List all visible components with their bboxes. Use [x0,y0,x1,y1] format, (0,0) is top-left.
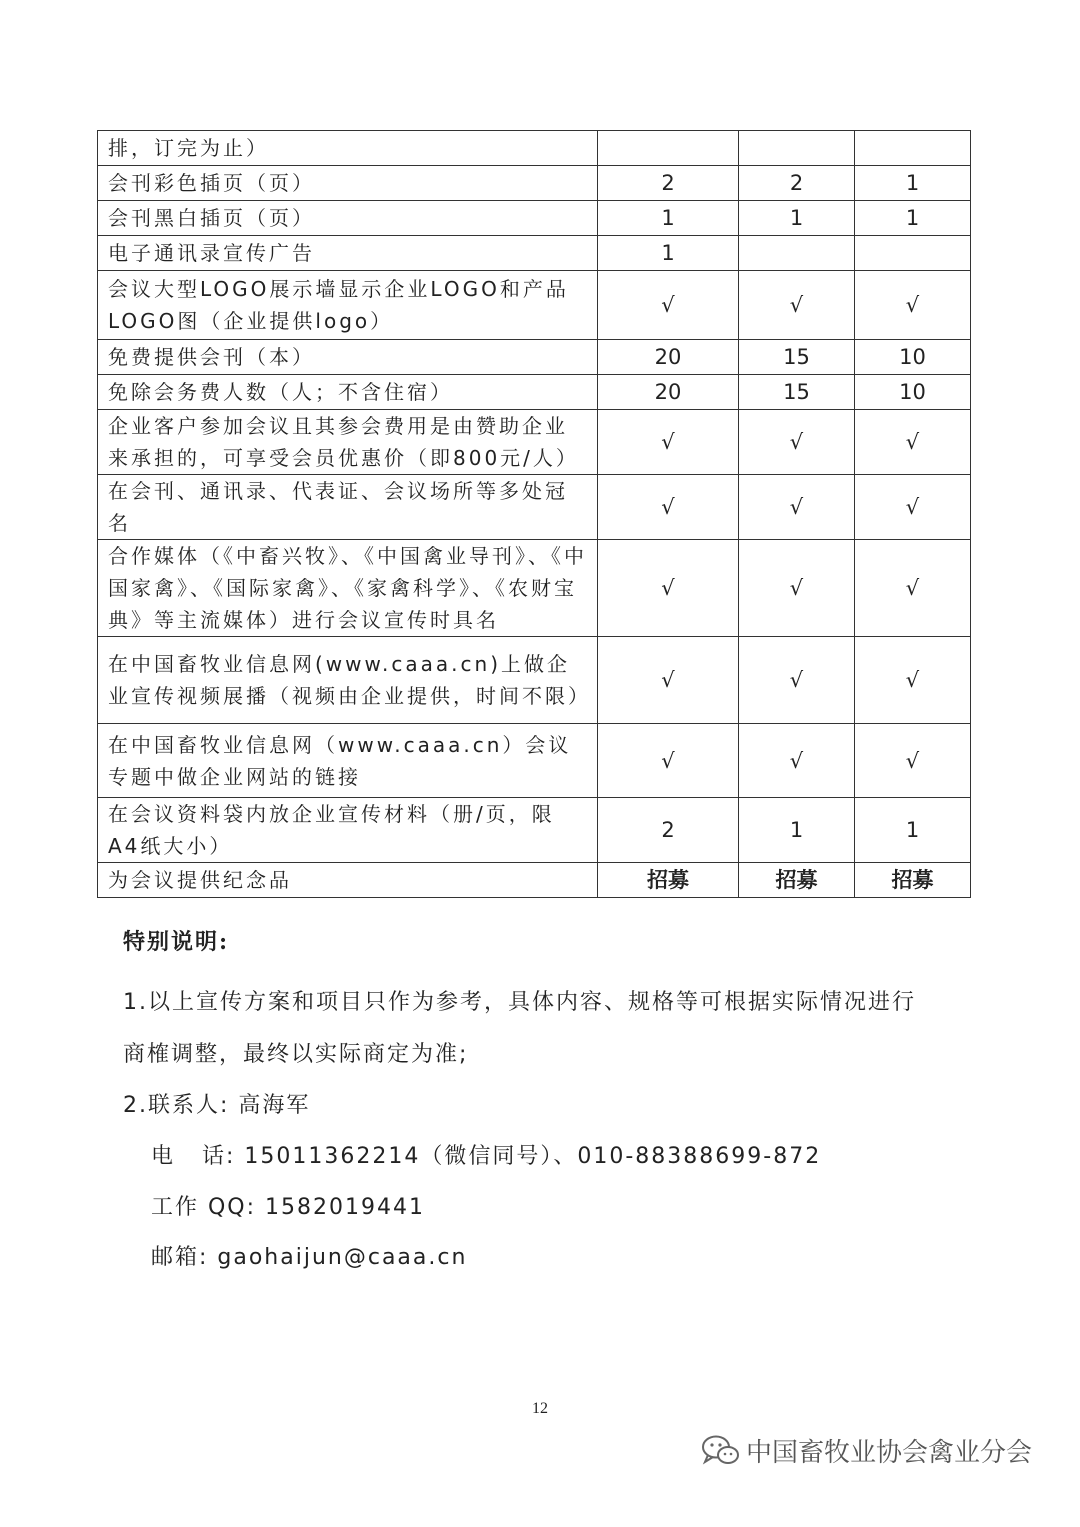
row-label: 免费提供会刊（本） [98,340,598,375]
check-mark: √ [598,475,739,540]
table-row [98,166,971,201]
table-row [98,271,971,340]
check-mark: √ [739,724,855,798]
cell [855,131,971,166]
table-row [98,637,971,724]
note-item-1-continued: 商榷调整，最终以实际商定为准; [123,1042,469,1067]
cell: 1 [855,201,971,236]
cell: 1 [598,236,739,271]
cell: 20 [598,340,739,375]
table-row [98,475,971,540]
table-row [98,340,971,375]
table-row [98,236,971,271]
cell: 招募 [739,863,855,898]
cell: 20 [598,375,739,410]
cell: 1 [739,201,855,236]
check-mark: √ [598,724,739,798]
note-item-2: 2.联系人: 高海军 [123,1093,311,1118]
table-row [98,540,971,637]
cell: 1 [598,201,739,236]
row-label: 企业客户参加会议且其参会费用是由赞助企业来承担的，可享受会员优惠价（即800元/人） [98,410,598,475]
check-mark: √ [855,540,971,637]
check-mark: √ [855,271,971,340]
check-mark: √ [739,475,855,540]
table-row [98,201,971,236]
contact-email: 邮箱: gaohaijun@caaa.cn [151,1245,468,1270]
cell: 15 [739,375,855,410]
check-mark: √ [598,637,739,724]
cell: 2 [598,166,739,201]
row-label: 会刊黑白插页（页） [98,201,598,236]
cell: 15 [739,340,855,375]
table-row [98,724,971,798]
page-number: 12 [532,1400,548,1417]
cell [739,131,855,166]
note-item-1: 1.以上宣传方案和项目只作为参考，具体内容、规格等可根据实际情况进行 [123,990,916,1015]
wechat-icon [700,1433,740,1469]
cell: 10 [855,340,971,375]
row-label: 会议大型LOGO展示墙显示企业LOGO和产品LOGO图（企业提供logo） [98,271,598,340]
row-label: 在中国畜牧业信息网(www.caaa.cn)上做企业宣传视频展播（视频由企业提供，时间不限） [98,637,598,724]
watermark-text: 中国畜牧业协会禽业分会 [746,1438,1033,1468]
check-mark: √ [598,540,739,637]
contact-qq: 工作 QQ: 1582019441 [151,1195,426,1220]
row-label: 合作媒体（《中畜兴牧》、《中国禽业导刊》、《中国家禽》、《国际家禽》、《家禽科学》、《农财宝典》等主流媒体）进行会议宣传时具名 [98,540,598,637]
cell: 1 [855,166,971,201]
check-mark: √ [739,410,855,475]
check-mark: √ [855,410,971,475]
row-label: 排，订完为止） [98,131,598,166]
sponsorship-table [97,130,971,898]
cell: 2 [739,166,855,201]
cell [598,131,739,166]
cell: 1 [739,798,855,863]
row-label: 为会议提供纪念品 [98,863,598,898]
check-mark: √ [739,271,855,340]
check-mark: √ [598,271,739,340]
row-label: 在中国畜牧业信息网（www.caaa.cn）会议专题中做企业网站的链接 [98,724,598,798]
contact-phone: 电 话: 15011362214（微信同号）、010-88388699-872 [151,1144,822,1169]
notes-title: 特别说明: [123,929,230,955]
cell: 10 [855,375,971,410]
check-mark: √ [739,637,855,724]
check-mark: √ [855,475,971,540]
row-label: 在会刊、通讯录、代表证、会议场所等多处冠名 [98,475,598,540]
table-row [98,410,971,475]
row-label: 在会议资料袋内放企业宣传材料（册/页，限A4纸大小） [98,798,598,863]
table-row [98,798,971,863]
row-label: 免除会务费人数（人；不含住宿） [98,375,598,410]
check-mark: √ [855,637,971,724]
cell: 招募 [598,863,739,898]
table-row [98,131,971,166]
watermark [700,1432,1032,1469]
cell [739,236,855,271]
check-mark: √ [598,410,739,475]
cell [855,236,971,271]
cell: 招募 [855,863,971,898]
table-row [98,863,971,898]
table-row [98,375,971,410]
cell: 1 [855,798,971,863]
cell: 2 [598,798,739,863]
row-label: 电子通讯录宣传广告 [98,236,598,271]
check-mark: √ [855,724,971,798]
row-label: 会刊彩色插页（页） [98,166,598,201]
check-mark: √ [739,540,855,637]
